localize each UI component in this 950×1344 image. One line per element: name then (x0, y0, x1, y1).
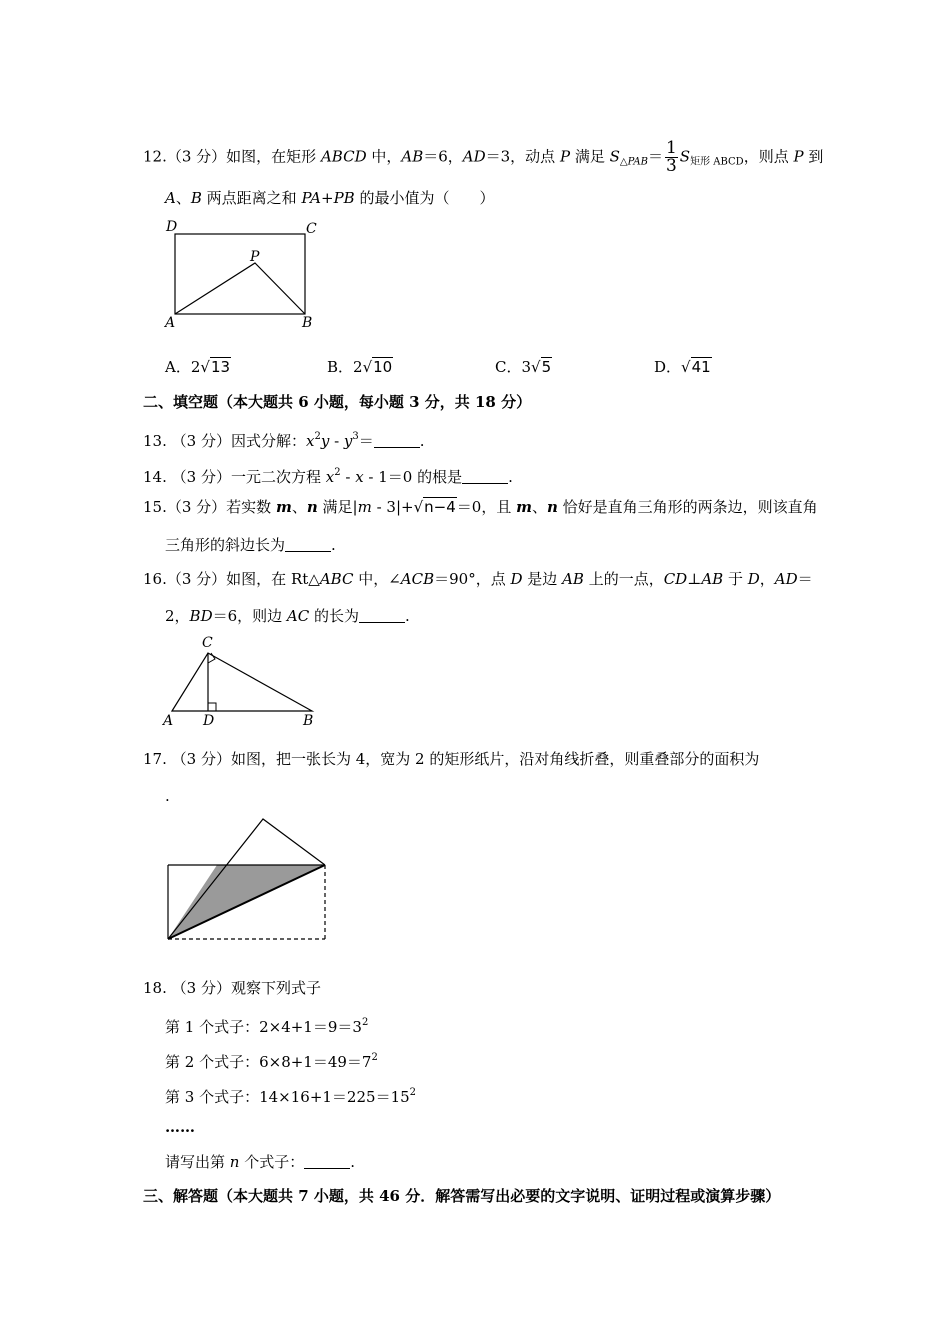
answer-blank[interactable] (359, 607, 405, 623)
label-d: D (203, 713, 215, 729)
section-3-heading: 三、解答题（本大题共 7 小题，共 46 分．解答需写出必要的文字说明、证明过程或演算步骤） (143, 1187, 781, 1205)
label-d: D (166, 219, 178, 235)
q12-line2: A、B 两点距离之和 PA+PB 的最小值为（ ） (165, 189, 495, 207)
q18-ellipsis: …… (165, 1118, 195, 1136)
label-c: C (202, 635, 213, 651)
right-angle-mark-d (208, 703, 216, 711)
fraction-one-third: $\frac{1}{3}$ (665, 138, 677, 176)
q14: 14. （3 分）一元二次方程 $x^2 - x - 1=0$ 的根是 . (143, 467, 513, 486)
q18-formula-3: 第 3 个式子：$14\times 16+1=225=15^2$ (165, 1087, 417, 1106)
label-a: A (165, 315, 176, 331)
q18-prompt: 请写出第 n 个式子： . (165, 1153, 356, 1171)
q15-line2: 三角形的斜边长为 . (165, 536, 336, 554)
option-b[interactable]: B．2√10 (327, 358, 393, 376)
q15-line1: 15.（3 分）若实数 m、n 满足|m - 3|+√n−4＝0，且 m、n 恰好是直角三角形的两条边，则该直角 (143, 498, 818, 516)
answer-blank[interactable] (462, 468, 508, 484)
option-a[interactable]: A．2√13 (165, 358, 231, 376)
segments-pa-pb (175, 263, 305, 314)
option-d[interactable]: D．√41 (654, 358, 711, 376)
q17-figure-folded-rectangle (160, 812, 340, 947)
label-a: A (163, 713, 174, 729)
q18-formula-2: 第 2 个式子：$6\times 8+1=49=7^2$ (165, 1052, 378, 1071)
answer-blank[interactable] (304, 1153, 350, 1169)
q17-line1: 17. （3 分）如图，把一张长为 4，宽为 2 的矩形纸片，沿对角线折叠，则重叠部分的面积为 (143, 750, 760, 768)
label-c: C (306, 221, 317, 237)
q16-line2: 2，BD＝6，则边 AC 的长为 . (165, 607, 410, 625)
answer-blank[interactable] (374, 432, 420, 448)
q16-line1: 16.（3 分）如图，在 Rt△ABC 中，∠ACB＝90°，点 D 是边 AB 上的一点，CD⊥AB 于 D，AD＝ (143, 570, 813, 588)
label-b: B (302, 315, 313, 331)
section-2-heading: 二、填空题（本大题共 6 小题，每小题 3 分，共 18 分） (143, 393, 532, 411)
right-angle-mark-c (208, 653, 215, 663)
triangle-abc (172, 653, 312, 711)
option-c[interactable]: C．3√5 (495, 358, 552, 376)
q18-formula-1: 第 1 个式子：$2\times 4+1=9=3^2$ (165, 1017, 369, 1036)
q17-line2: . (165, 787, 170, 805)
q12-figure-rectangle (160, 215, 330, 335)
q12-line1: 12.（3 分）如图，在矩形 ABCD 中，AB＝6，AD＝3，动点 P 满足 $S_{\triangle PAB}=$ $\frac{1}{3}$ $S_{矩形 ABCD}$，则点 P 到 (143, 138, 824, 176)
q18-line1: 18. （3 分）观察下列式子 (143, 979, 321, 997)
label-p: P (250, 249, 260, 265)
answer-blank[interactable] (285, 536, 331, 552)
label-b: B (303, 713, 314, 729)
q13: 13. （3 分）因式分解：$x^2y - y^3=$ . (143, 431, 425, 450)
q16-figure-triangle (160, 633, 330, 733)
